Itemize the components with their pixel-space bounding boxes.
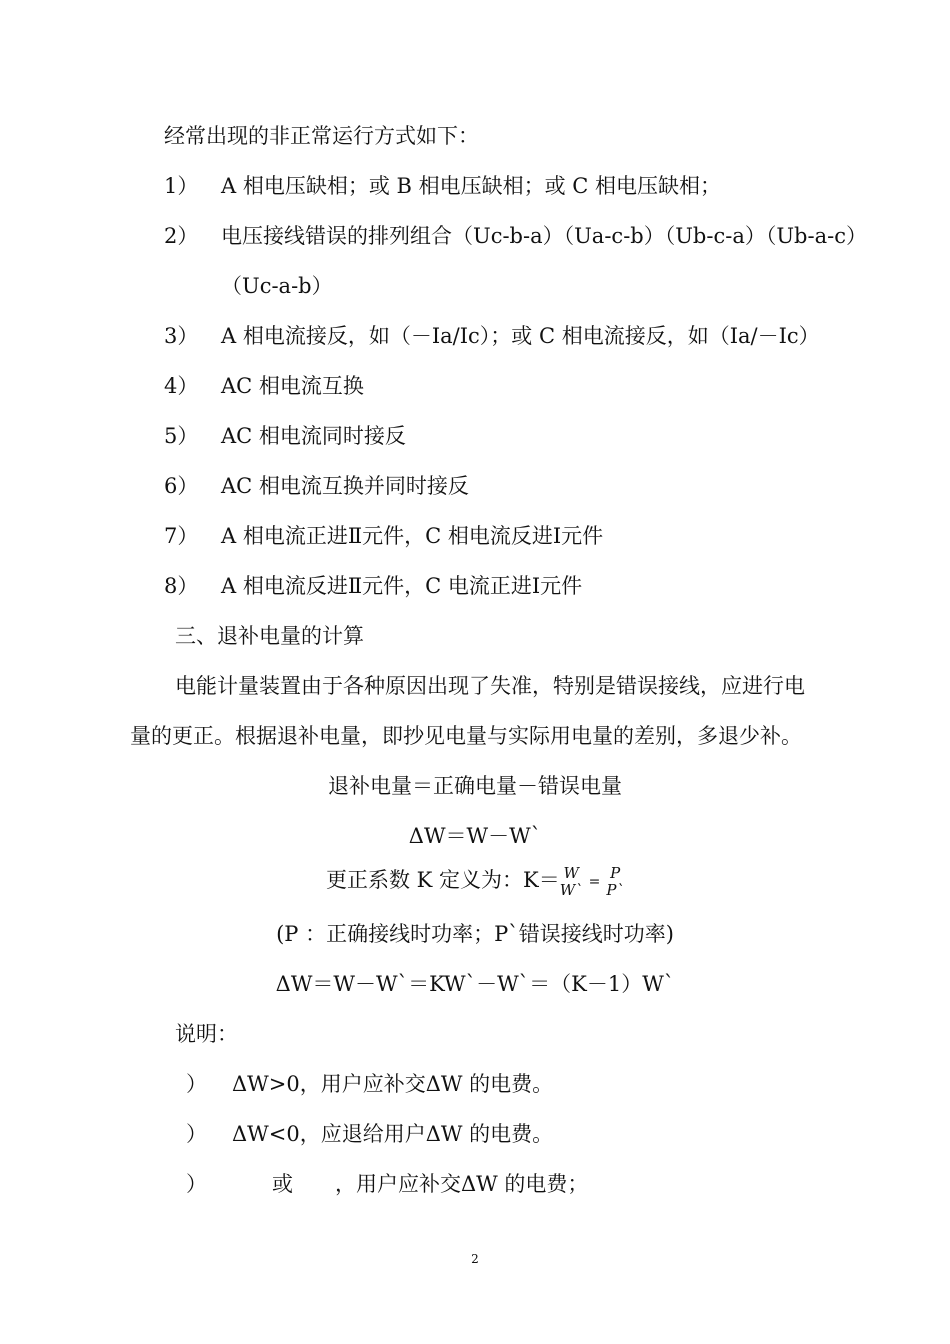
- list-item-text: AC 相电流互换并同时接反: [221, 474, 469, 498]
- paragraph-line: 量的更正。根据退补电量，即抄见电量与实际用电量的差别，多退少补。: [130, 724, 802, 748]
- list-item-text: 电压接线错误的排列组合（Uc-b-a）（Ua-c-b）（Ub-c-a）（Ub-a-c）: [221, 224, 867, 248]
- fraction-denominator: P`: [606, 880, 624, 899]
- list-item-number: 8）: [164, 574, 199, 598]
- equals-sign: =: [588, 873, 601, 890]
- list-item-number: 3）: [164, 324, 199, 348]
- note-mark: ）: [186, 1122, 207, 1146]
- list-item-text: （Uc-a-b）: [221, 274, 333, 298]
- note-title: 说明：: [175, 1022, 238, 1046]
- fraction-numerator: W: [563, 863, 579, 882]
- section-title: 三、退补电量的计算: [175, 624, 364, 648]
- note-text: ΔW>0，用户应补交ΔW 的电费。: [232, 1072, 554, 1096]
- note-mark: ）: [186, 1172, 207, 1196]
- list-item-number: 4）: [164, 374, 199, 398]
- list-item-text: AC 相电流同时接反: [221, 424, 406, 448]
- formula-correction-factor: [0, 860, 950, 902]
- fraction-w: [560, 865, 583, 899]
- formula-power-note: (P ：正确接线时功率；P`错误接线时功率): [276, 922, 674, 946]
- list-item-number: 5）: [164, 424, 199, 448]
- note-text: ΔW<0，应退给用户ΔW 的电费。: [232, 1122, 554, 1146]
- list-item-number: 1）: [164, 174, 199, 198]
- fraction-p: [606, 865, 624, 899]
- page-number: 2: [471, 1252, 479, 1266]
- list-item-text: A 相电流接反，如（－Ia/Ic）；或 C 相电流接反，如（Ia/－Ic）: [221, 324, 820, 348]
- list-item-number: 2）: [164, 224, 199, 248]
- formula-delta-w: ΔW＝W－W`: [408, 824, 542, 848]
- formula-delta-w-expanded: ΔW＝W－W`＝KW`－W`＝（K－1）W`: [275, 972, 675, 996]
- list-item-number: 7）: [164, 524, 199, 548]
- list-item-text: A 相电流反进Ⅱ元件，C 电流正进Ⅰ元件: [221, 574, 583, 598]
- formula-definition: 退补电量＝正确电量－错误电量: [328, 774, 622, 798]
- paragraph-line: 电能计量装置由于各种原因出现了失准，特别是错误接线，应进行电: [175, 674, 805, 698]
- note-text: 或 ，用户应补交ΔW 的电费；: [272, 1172, 589, 1196]
- list-item-text: A 相电压缺相；或 B 相电压缺相；或 C 相电压缺相；: [221, 174, 722, 198]
- list-item-number: 6）: [164, 474, 199, 498]
- intro-text: 经常出现的非正常运行方式如下：: [164, 124, 479, 148]
- fraction-numerator: P: [610, 863, 621, 882]
- note-mark: ）: [186, 1072, 207, 1096]
- list-item-text: AC 相电流互换: [221, 374, 364, 398]
- fraction-denominator: W`: [559, 880, 583, 899]
- formula-prefix: 更正系数 K 定义为：K＝: [326, 868, 560, 892]
- list-item-text: A 相电流正进Ⅱ元件，C 相电流反进Ⅰ元件: [221, 524, 604, 548]
